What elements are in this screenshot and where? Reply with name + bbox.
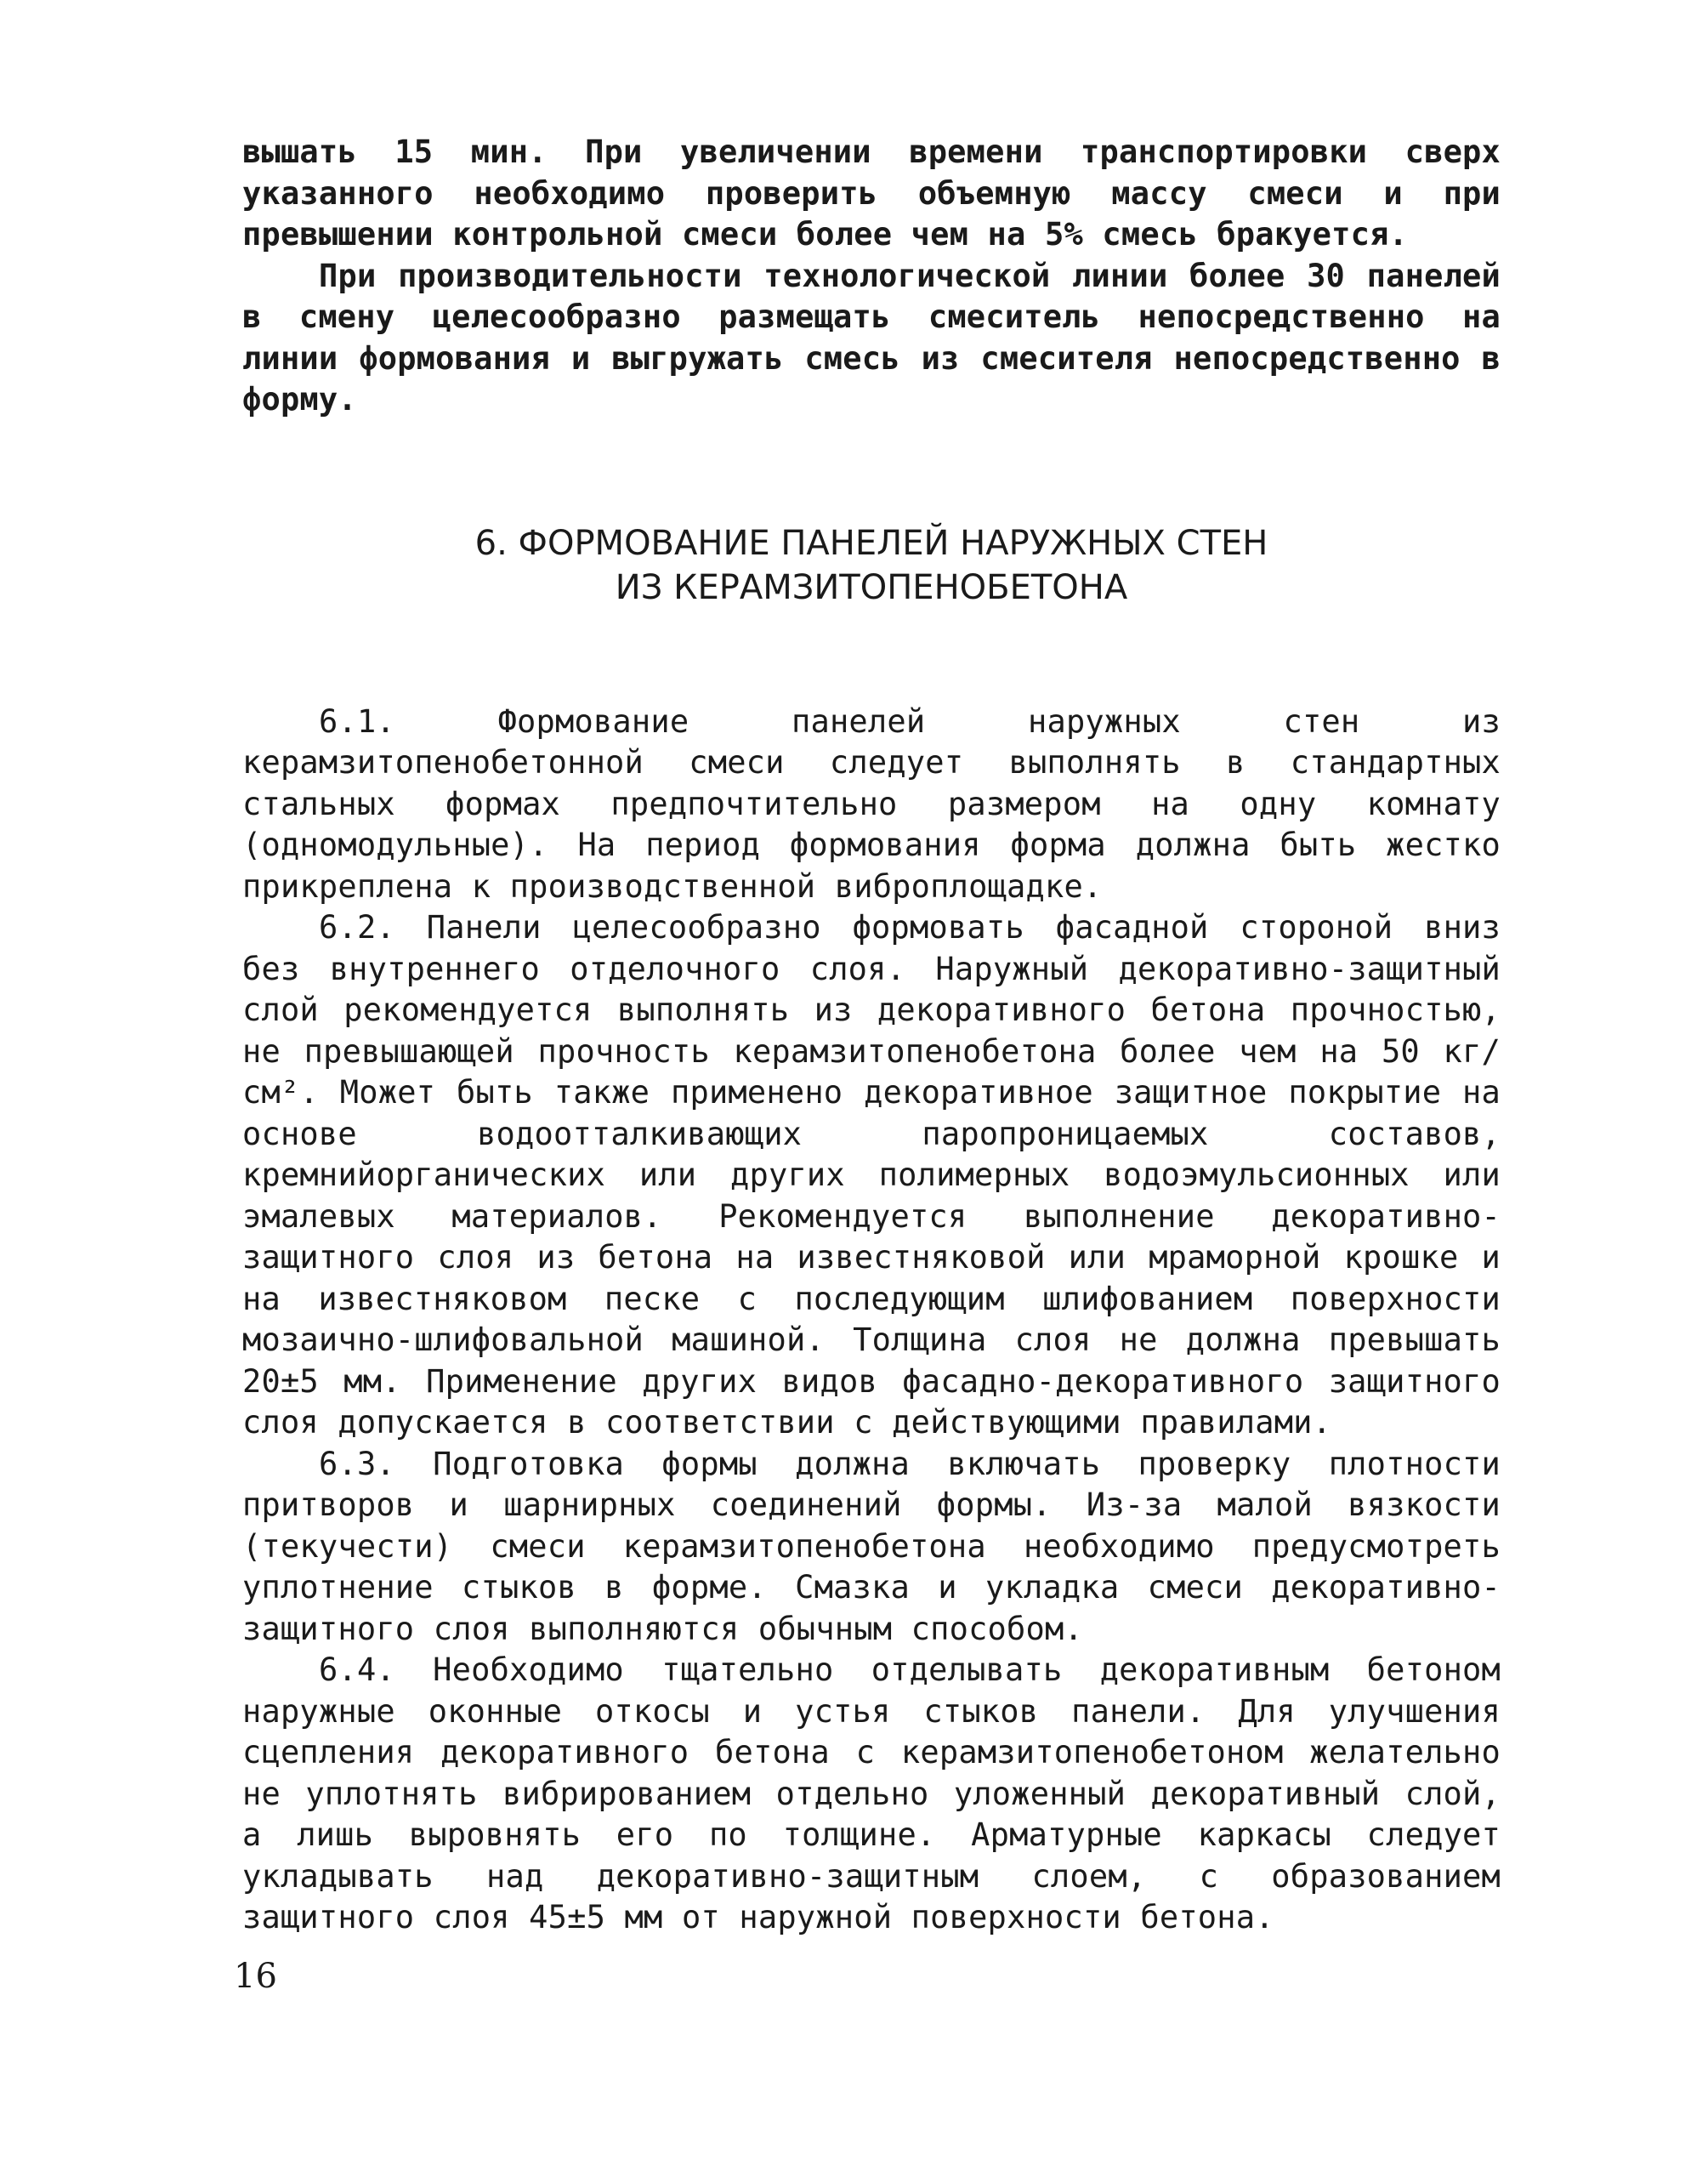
section-heading (242, 521, 1501, 610)
paragraph-mixer-placement: При производительности технологической линии более 30 панелей в смену целесообразно размещать смеситель непосредственно на линии формования и выгружать смесь из смесителя непосредственно в форму. (242, 257, 1501, 418)
document-page (242, 132, 1501, 1939)
paragraph-6-3: 6.3. Подготовка формы должна включать проверку плотности притворов и шарнирных соединений формы. Из-за малой вязкости (текучести) смеси керамзитопенобетона необходимо предусмотреть уплотнение стыков в форме. Смазка и укладка смеси декоративно-защитного слоя выполняются обычным способом. (242, 1445, 1501, 1647)
section-heading-line2: ИЗ КЕРАМЗИТОПЕНОБЕТОНА (615, 567, 1128, 607)
paragraph-continuation: вышать 15 мин. При увеличении времени транспортировки сверх указанного необходимо проверить объемную массу смеси и при превышении контрольной смеси более чем на 5% смесь бракуется. (242, 134, 1501, 253)
paragraph-6-2: 6.2. Панели целесообразно формовать фасадной стороной вниз без внутреннего отделочного слоя. Наружный декоративно-защитный слой рекомендуется выполнять из декоративного бетона прочностью, не превышающей прочность керамзитопенобетона более чем на 50 кг/см². Может быть также применено декоративное защитное покрытие на основе водоотталкивающих паропроницаемых составов, кремнийорганических или других полимерных водоэмульсионных или эмалевых материалов. Рекомендуется выполнение декоративно-защитного слоя из бетона на известняковой или мраморной крошке и на известняковом песке с последующим шлифованием поверхности мозаично-шлифовальной машиной. Толщина слоя не должна превышать 20±5 мм. Применение других видов фасадно-декоративного защитного слоя допускается в соответствии с действующими правилами. (242, 909, 1501, 1441)
paragraph-6-1: 6.1. Формование панелей наружных стен из керамзитопенобетонной смеси следует выполнять в стандартных стальных формах предпочтительно размером на одну комнату (одномодульные). На период формования форма должна быть жестко прикреплена к производственной виброплощадке. (242, 702, 1501, 905)
paragraph-6-4: 6.4. Необходимо тщательно отделывать декоративным бетоном наружные оконные откосы и устья стыков панели. Для улучшения сцепления декоративного бетона с керамзитопенобетоном желательно не уплотнять вибрированием отдельно уложенный декоративный слой, а лишь выровнять его по толщине. Арматурные каркасы следует укладывать над декоративно-защитным слоем, с образованием защитного слоя 45±5 мм от наружной поверхности бетона. (242, 1651, 1501, 1935)
page-number: 16 (234, 1957, 277, 1996)
section-heading-line1: 6. ФОРМОВАНИЕ ПАНЕЛЕЙ НАРУЖНЫХ СТЕН (474, 523, 1268, 563)
